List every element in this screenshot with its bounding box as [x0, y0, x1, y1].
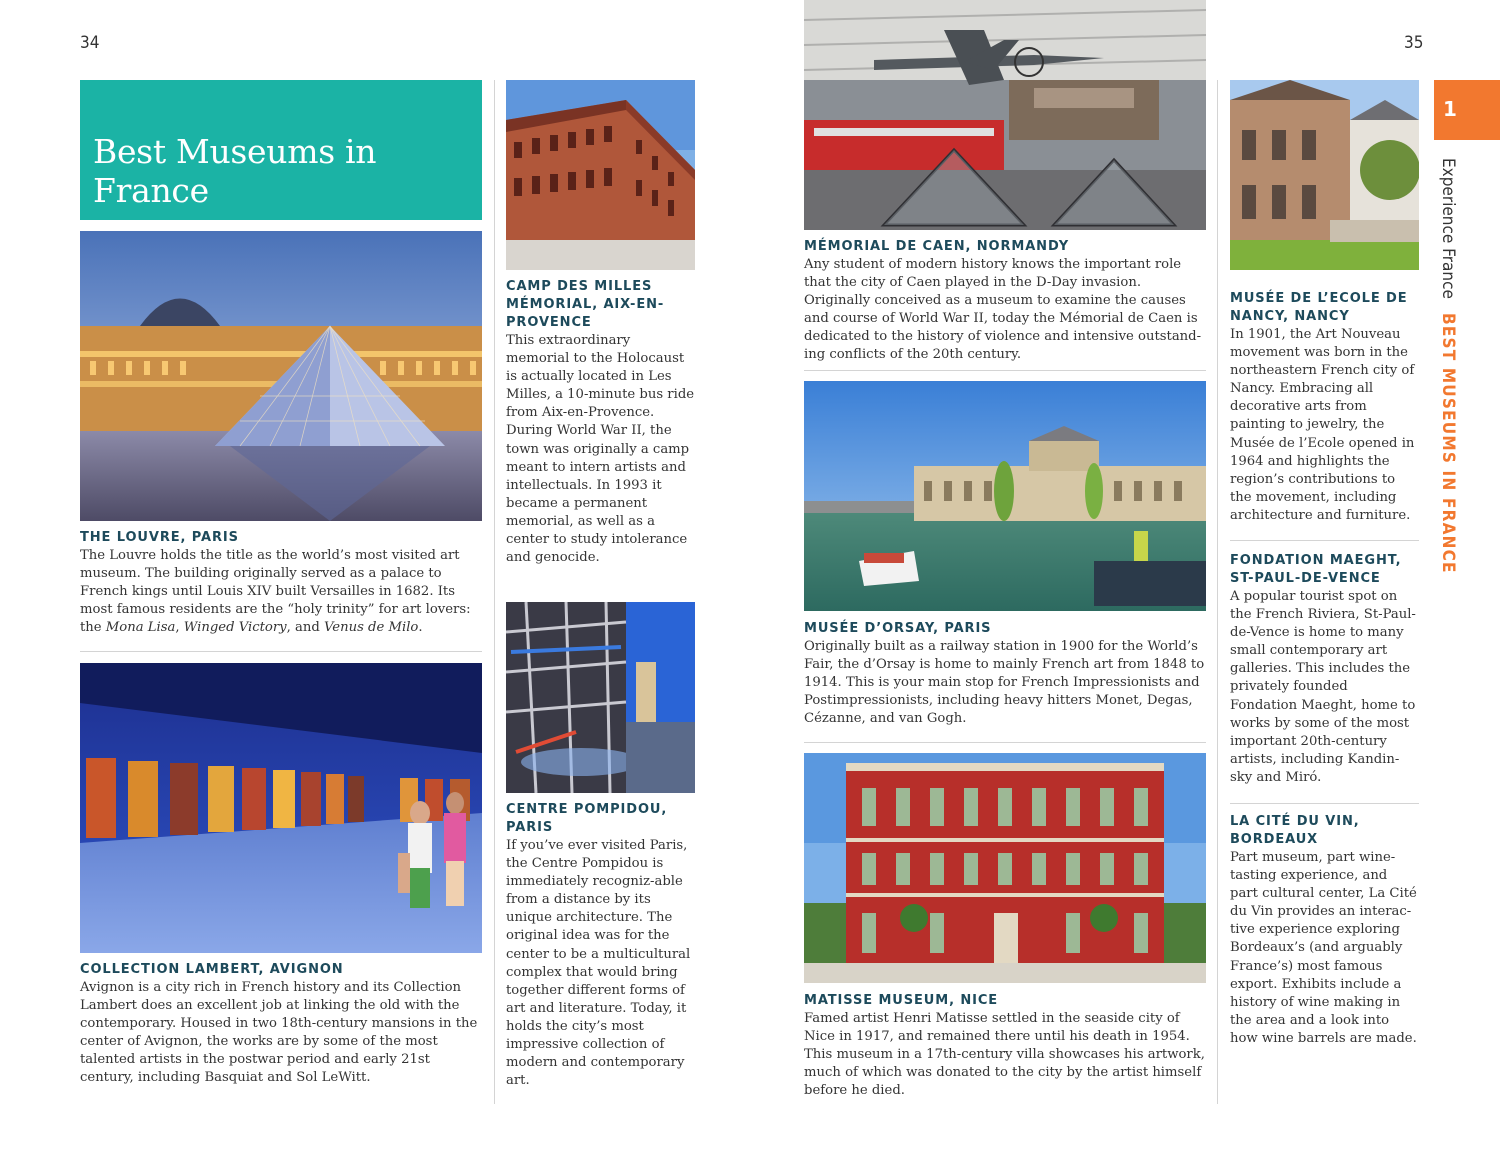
centre-pompidou-entry	[506, 801, 695, 1090]
fondation-maeght-entry	[1230, 552, 1419, 787]
column-divider	[1217, 80, 1218, 1104]
entry-heading: MÉMORIAL DE CAEN, NORMANDY	[804, 239, 1070, 254]
section-label: Experience France	[1438, 158, 1458, 299]
chapter-tab	[1434, 80, 1500, 140]
page-title: Best Museums in France	[93, 132, 377, 210]
louvre-photo	[80, 231, 482, 521]
title-banner	[80, 80, 482, 220]
ecole-de-nancy-photo	[1230, 80, 1419, 270]
chapter-number: 1	[1443, 97, 1457, 121]
camp-des-milles-entry	[506, 278, 695, 567]
entry-body: Any student of modern history knows the important role that the city of Caen played in the D-Day invasion. Originally conceived as a museum to examine the causes and course of World War II, today the Mémorial de Caen is dedicated to the history of violence and intensive outstand-ing conflicts of the 20th century.	[804, 257, 1202, 363]
ecole-de-nancy-entry	[1230, 290, 1419, 525]
matisse-museum-entry	[804, 992, 1206, 1100]
entry-heading: COLLECTION LAMBERT, AVIGNON	[80, 962, 344, 977]
centre-pompidou-photo	[506, 602, 695, 793]
entry-body: In 1901, the Art Nouveau movement was born in the northeastern French city of Nancy. Embracing all decorative arts from painting to jewelry, the Musée de l’Ecole opened in 1964 and highlights the region’s contributions to the movement, including architecture and furniture.	[1230, 327, 1415, 523]
running-header	[1438, 158, 1458, 574]
memorial-de-caen-photo	[804, 0, 1206, 230]
entry-body: This extraordinary memorial to the Holocaust is actually located in Les Milles, a 10-minute bus ride from Aix-en-Provence. During World War II, the town was originally a camp meant to intern artists and intellectuals. In 1993 it became a permanent memorial, as well as a center to study intolerance and genocide.	[506, 333, 695, 566]
matisse-museum-photo	[804, 753, 1206, 983]
entry-heading: CENTRE POMPIDOU, PARIS	[506, 802, 668, 835]
column-divider	[494, 80, 495, 1104]
topic-label: BEST MUSEUMS IN FRANCE	[1438, 312, 1458, 574]
memorial-de-caen-entry	[804, 238, 1206, 365]
entry-heading: MUSÉE DE L’ECOLE DE NANCY, NANCY	[1230, 291, 1408, 324]
entry-body: Avignon is a city rich in French history and its Collection Lambert does an excellent job at linking the old with the contemporary. Housed in two 18th-century mansions in the center of Avignon, the works are by some of the most talented artists in the postwar period and early 21st century, including Basquiat and Sol LeWitt.	[80, 980, 478, 1086]
camp-des-milles-photo	[506, 80, 695, 270]
collection-lambert-photo	[80, 663, 482, 953]
entry-divider	[1230, 803, 1419, 804]
entry-body: Famed artist Henri Matisse settled in the seaside city of Nice in 1917, and remained there until his death in 1954. This museum in a 17th-century villa showcases his artwork, much of which was donated to the city by the artist himself before he died.	[804, 1011, 1205, 1099]
entry-divider	[80, 651, 482, 652]
musee-d-orsay-photo	[804, 381, 1206, 611]
collection-lambert-entry	[80, 961, 482, 1088]
page-number-right: 35	[1404, 33, 1424, 53]
entry-heading: MUSÉE D’ORSAY, PARIS	[804, 621, 992, 636]
entry-body: Part museum, part wine-tasting experience, and part cultural center, La Cité du Vin provides an interac-tive experience exploring Bordeaux’s (and arguably France’s) most famous export. Exhibits include a history of wine making in the area and a look into how wine barrels are made.	[1230, 850, 1417, 1046]
entry-divider	[804, 370, 1206, 371]
entry-body: A popular tourist spot on the French Riviera, St-Paul-de-Vence is home to many small contemporary art galleries. This includes the privately founded Fondation Maeght, home to works by some of the most important 20th-century artists, including Kandin-sky and Miró.	[1230, 589, 1416, 785]
musee-d-orsay-entry	[804, 620, 1206, 728]
entry-divider	[804, 742, 1206, 743]
entry-heading: LA CITÉ DU VIN, BORDEAUX	[1230, 814, 1360, 847]
entry-heading: CAMP DES MILLES MÉMORIAL, AIX-EN-PROVENCE	[506, 279, 665, 330]
entry-body: If you’ve ever visited Paris, the Centre Pompidou is immediately recogniz-able from a distance by its unique architecture. The original idea was for the center to be a multicultural complex that would bring together different forms of art and literature. Today, it holds the city’s most impressive collection of modern and contemporary art.	[506, 838, 691, 1089]
entry-body: The Louvre holds the title as the world’s most visited art museum. The building originally served as a palace to French kings until Louis XIV built Versailles in 1682. Its most famous residents are the “holy trinity” for art lovers: the Mona Lisa, Winged Victory, and Venus de Milo.	[80, 548, 471, 636]
entry-heading: FONDATION MAEGHT, ST-PAUL-DE-VENCE	[1230, 553, 1402, 586]
louvre-entry	[80, 529, 482, 637]
la-cite-du-vin-entry	[1230, 813, 1419, 1048]
entry-divider	[1230, 540, 1419, 541]
entry-heading: MATISSE MUSEUM, NICE	[804, 993, 999, 1008]
entry-heading: THE LOUVRE, PARIS	[80, 530, 239, 545]
entry-body: Originally built as a railway station in 1900 for the World’s Fair, the d’Orsay is home to mainly French art from 1848 to 1914. This is your main stop for French Impressionists and Postimpressionists, including heavy hitters Monet, Degas, Cézanne, and van Gogh.	[804, 639, 1205, 727]
page-number-left: 34	[80, 33, 100, 53]
